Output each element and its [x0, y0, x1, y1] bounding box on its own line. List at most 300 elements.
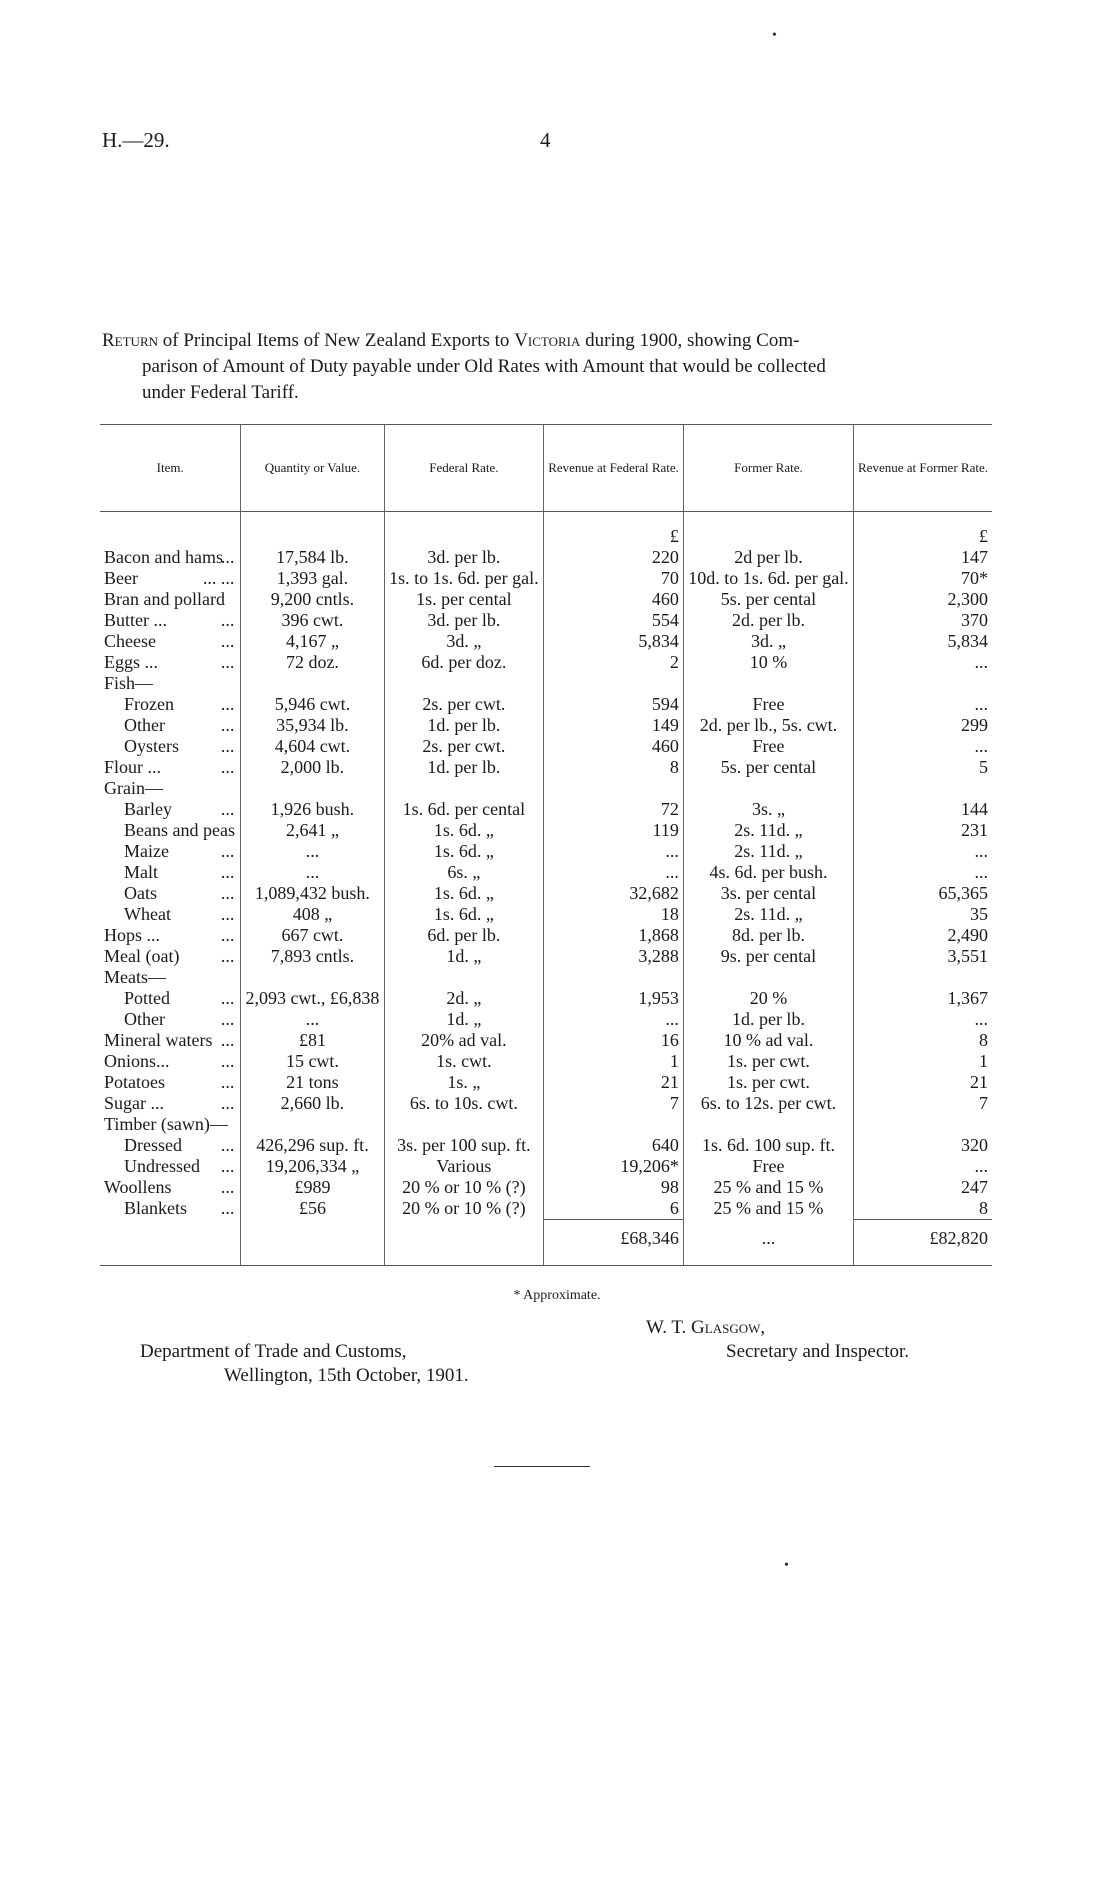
cell-item [100, 568, 241, 589]
cell-former-rate: 1s. per cwt. [683, 1072, 853, 1093]
cell-revenue-former: 5 [854, 757, 992, 778]
cell-item [100, 799, 241, 820]
cell-revenue-federal: 72 [544, 799, 684, 820]
leader-dots: ... [220, 1009, 235, 1029]
leader-dots: ... [220, 1156, 235, 1176]
cell-quantity [241, 673, 384, 694]
table-row [100, 1093, 992, 1114]
cell-revenue-former: 2,490 [854, 925, 992, 946]
table-title [102, 328, 992, 406]
item-name: Sugar ... [104, 1093, 164, 1113]
leader-dots: ... [220, 631, 235, 651]
cell-federal-rate: 1s. 6d. „ [384, 904, 544, 925]
cell-revenue-federal: 7 [544, 1093, 684, 1114]
cell-revenue-former: ... [854, 1156, 992, 1177]
cell-federal-rate: 1s. cwt. [384, 1051, 544, 1072]
cell-former-rate: 3s. „ [683, 799, 853, 820]
leader-dots: ... [220, 883, 235, 903]
cell-quantity [241, 1114, 384, 1135]
cell-quantity: 7,893 cntls. [241, 946, 384, 967]
table-row [100, 883, 992, 904]
leader-dots: ... [220, 652, 235, 672]
table-row [100, 589, 992, 610]
table-row [100, 547, 992, 568]
table-row [100, 1072, 992, 1093]
col-former-rate-header: Former Rate. [683, 425, 853, 512]
item-name: Bran and pollard [104, 589, 225, 609]
cell-federal-rate: 20 % or 10 % (?) [384, 1177, 544, 1198]
cell-former-rate [683, 778, 853, 799]
cell-item [100, 1093, 241, 1114]
leader-dots: ... [220, 757, 235, 777]
item-name: Bacon and hams [104, 547, 223, 567]
table-row [100, 694, 992, 715]
cell-former-rate: 1d. per lb. [683, 1009, 853, 1030]
cell-revenue-former: 1,367 [854, 988, 992, 1009]
table-bottom-row [100, 1255, 992, 1266]
leader-dots: ... [220, 1030, 235, 1050]
cell-quantity: 9,200 cntls. [241, 589, 384, 610]
cell-federal-rate: 20% ad val. [384, 1030, 544, 1051]
cell-quantity: 396 cwt. [241, 610, 384, 631]
cell-federal-rate: 2s. per cwt. [384, 736, 544, 757]
cell-former-rate [683, 967, 853, 988]
cell-item [100, 778, 241, 799]
cell-former-rate: 6s. to 12s. per cwt. [683, 1093, 853, 1114]
cell-item [100, 862, 241, 883]
signature-block [646, 1316, 909, 1364]
cell-quantity: 2,000 lb. [241, 757, 384, 778]
cell-revenue-former: 147 [854, 547, 992, 568]
cell-former-rate [683, 1114, 853, 1135]
cell-item [100, 757, 241, 778]
cell-revenue-federal: 594 [544, 694, 684, 715]
cell-quantity: 17,584 lb. [241, 547, 384, 568]
currency-symbol-federal: £ [544, 526, 684, 547]
cell-quantity: 35,934 lb. [241, 715, 384, 736]
table-row [100, 841, 992, 862]
total-revenue-federal: £68,346 [544, 1220, 684, 1256]
item-name: Cheese [104, 631, 156, 651]
footnote: * Approximate. [513, 1288, 601, 1303]
item-name: Other [124, 1009, 165, 1029]
cell-item [100, 673, 241, 694]
cell-federal-rate: 2d. „ [384, 988, 544, 1009]
table-row [100, 820, 992, 841]
cell-quantity: £989 [241, 1177, 384, 1198]
cell-revenue-federal: 32,682 [544, 883, 684, 904]
cell-item [100, 1198, 241, 1220]
leader-dots: ... [220, 925, 235, 945]
cell-quantity: 19,206,334 „ [241, 1156, 384, 1177]
cell-quantity: £81 [241, 1030, 384, 1051]
cell-federal-rate: 3d. per lb. [384, 610, 544, 631]
item-name: Woollens [104, 1177, 172, 1197]
cell-federal-rate [384, 778, 544, 799]
table-row [100, 736, 992, 757]
cell-revenue-former: 1 [854, 1051, 992, 1072]
table-header-row [100, 425, 992, 512]
table-row [100, 1135, 992, 1156]
cell-former-rate: 2d. per lb., 5s. cwt. [683, 715, 853, 736]
item-name: Beer [104, 568, 138, 588]
leader-dots: ... ... [202, 568, 235, 588]
leader-dots: ... [220, 946, 235, 966]
col-item-header: Item. [100, 425, 241, 512]
cell-federal-rate: 3d. per lb. [384, 547, 544, 568]
cell-item [100, 820, 241, 841]
item-name: Oats [124, 883, 157, 903]
cell-item [100, 652, 241, 673]
cell-revenue-former [854, 967, 992, 988]
cell-former-rate: 25 % and 15 % [683, 1198, 853, 1220]
cell-former-rate: 8d. per lb. [683, 925, 853, 946]
cell-revenue-federal: ... [544, 841, 684, 862]
leader-dots: ... [220, 736, 235, 756]
cell-revenue-former: ... [854, 1009, 992, 1030]
cell-revenue-former: 3,551 [854, 946, 992, 967]
item-name: Malt [124, 862, 158, 882]
cell-former-rate: 2s. 11d. „ [683, 841, 853, 862]
cell-revenue-former: ... [854, 862, 992, 883]
cell-quantity [241, 778, 384, 799]
cell-revenue-federal: 1 [544, 1051, 684, 1072]
table-row [100, 1009, 992, 1030]
title-country: Victoria [514, 330, 581, 351]
cell-revenue-federal: 554 [544, 610, 684, 631]
cell-quantity: 4,167 „ [241, 631, 384, 652]
table-row [100, 610, 992, 631]
title-prefix: Return [102, 330, 159, 351]
leader-dots: ... [220, 904, 235, 924]
cell-former-rate: 25 % and 15 % [683, 1177, 853, 1198]
item-name: Meal (oat) [104, 946, 180, 966]
cell-item [100, 1156, 241, 1177]
exports-table [100, 424, 992, 1266]
cell-quantity: 4,604 cwt. [241, 736, 384, 757]
cell-revenue-federal: 149 [544, 715, 684, 736]
total-former-rate: ... [683, 1220, 853, 1256]
currency-row [100, 526, 992, 547]
closing-rule [494, 1466, 590, 1467]
cell-quantity: 72 doz. [241, 652, 384, 673]
cell-revenue-former: 7 [854, 1093, 992, 1114]
leader-dots: ... [220, 1135, 235, 1155]
cell-revenue-federal: 98 [544, 1177, 684, 1198]
department-line2: Wellington, 15th October, 1901. [224, 1365, 469, 1386]
cell-former-rate: 20 % [683, 988, 853, 1009]
title-line1-end: during 1900, showing Com- [580, 330, 800, 351]
cell-federal-rate: Various [384, 1156, 544, 1177]
item-name: Meats— [104, 967, 166, 987]
item-name: Grain— [104, 778, 163, 798]
cell-former-rate: 2d per lb. [683, 547, 853, 568]
table-row [100, 1030, 992, 1051]
leader-dots: ... [220, 988, 235, 1008]
cell-quantity: £56 [241, 1198, 384, 1220]
cell-federal-rate: 6s. „ [384, 862, 544, 883]
cell-revenue-former: ... [854, 841, 992, 862]
cell-former-rate: Free [683, 694, 853, 715]
cell-quantity: ... [241, 862, 384, 883]
table-row [100, 673, 992, 694]
cell-federal-rate: 1d. per lb. [384, 757, 544, 778]
cell-quantity: ... [241, 841, 384, 862]
cell-revenue-federal: ... [544, 1009, 684, 1030]
cell-former-rate [683, 673, 853, 694]
cell-quantity: 1,089,432 bush. [241, 883, 384, 904]
table-row [100, 988, 992, 1009]
item-name: Hops ... [104, 925, 161, 945]
table-row [100, 778, 992, 799]
item-name: Maize [124, 841, 169, 861]
cell-revenue-federal: 16 [544, 1030, 684, 1051]
page-number: 4 [540, 128, 551, 152]
leader-dots: ... [220, 1051, 235, 1071]
col-quantity-header: Quantity or Value. [241, 425, 384, 512]
cell-federal-rate: 20 % or 10 % (?) [384, 1198, 544, 1220]
leader-dots: ... [220, 862, 235, 882]
cell-revenue-federal: 18 [544, 904, 684, 925]
leader-dots: ... [220, 715, 235, 735]
cell-item [100, 1135, 241, 1156]
item-name: Oysters [124, 736, 179, 756]
cell-revenue-former [854, 778, 992, 799]
col-revenue-federal-header: Revenue at Federal Rate. [544, 425, 684, 512]
cell-former-rate: Free [683, 736, 853, 757]
item-name: Mineral waters [104, 1030, 213, 1050]
item-name: Beans and peas [124, 820, 235, 840]
cell-revenue-former: 5,834 [854, 631, 992, 652]
item-name: Barley [124, 799, 172, 819]
cell-former-rate: Free [683, 1156, 853, 1177]
item-name: Undressed [124, 1156, 200, 1176]
cell-revenue-federal [544, 778, 684, 799]
cell-quantity: 1,926 bush. [241, 799, 384, 820]
cell-federal-rate: 1s. 6d. per cental [384, 799, 544, 820]
cell-revenue-federal: ... [544, 862, 684, 883]
cell-revenue-former: 8 [854, 1030, 992, 1051]
cell-former-rate: 2d. per lb. [683, 610, 853, 631]
cell-quantity: 5,946 cwt. [241, 694, 384, 715]
cell-revenue-former: 35 [854, 904, 992, 925]
cell-revenue-federal: 19,206* [544, 1156, 684, 1177]
cell-item [100, 988, 241, 1009]
cell-federal-rate [384, 1114, 544, 1135]
cell-revenue-federal: 640 [544, 1135, 684, 1156]
cell-federal-rate: 3s. per 100 sup. ft. [384, 1135, 544, 1156]
cell-revenue-former: 8 [854, 1198, 992, 1220]
col-federal-rate-header: Federal Rate. [384, 425, 544, 512]
cell-revenue-federal [544, 1114, 684, 1135]
item-name: Other [124, 715, 165, 735]
cell-revenue-federal: 70 [544, 568, 684, 589]
cell-federal-rate: 1s. „ [384, 1072, 544, 1093]
table-row [100, 1156, 992, 1177]
cell-revenue-federal: 119 [544, 820, 684, 841]
cell-former-rate: 10 % [683, 652, 853, 673]
scan-speck: • [772, 28, 777, 43]
cell-item [100, 1114, 241, 1135]
item-name: Timber (sawn)— [104, 1114, 228, 1134]
cell-former-rate: 3s. per cental [683, 883, 853, 904]
item-name: Dressed [124, 1135, 182, 1155]
cell-item [100, 547, 241, 568]
cell-item [100, 925, 241, 946]
cell-revenue-federal: 220 [544, 547, 684, 568]
cell-item [100, 715, 241, 736]
cell-quantity [241, 967, 384, 988]
cell-former-rate: 4s. 6d. per bush. [683, 862, 853, 883]
leader-dots: ... [220, 841, 235, 861]
cell-federal-rate: 1d. per lb. [384, 715, 544, 736]
scan-speck: • [784, 1558, 789, 1573]
table-row [100, 925, 992, 946]
cell-revenue-former [854, 1114, 992, 1135]
title-line2: parison of Amount of Duty payable under Old Rates with Amount that would be collected [142, 356, 826, 377]
cell-revenue-federal: 2 [544, 652, 684, 673]
cell-item [100, 1072, 241, 1093]
cell-federal-rate: 1d. „ [384, 946, 544, 967]
cell-federal-rate: 6d. per lb. [384, 925, 544, 946]
cell-item [100, 1177, 241, 1198]
item-name: Potatoes [104, 1072, 165, 1092]
cell-federal-rate: 1s. 6d. „ [384, 820, 544, 841]
cell-revenue-former: 65,365 [854, 883, 992, 904]
cell-item [100, 967, 241, 988]
cell-item [100, 736, 241, 757]
cell-federal-rate: 2s. per cwt. [384, 694, 544, 715]
cell-revenue-former: ... [854, 736, 992, 757]
cell-quantity: ... [241, 1009, 384, 1030]
cell-item [100, 1051, 241, 1072]
cell-former-rate: 5s. per cental [683, 589, 853, 610]
cell-quantity: 667 cwt. [241, 925, 384, 946]
item-name: Frozen [124, 694, 174, 714]
leader-dots: ... [220, 799, 235, 819]
document-reference: H.—29. [102, 128, 170, 152]
department-line1: Department of Trade and Customs, [140, 1341, 407, 1362]
spacer-row [100, 512, 992, 527]
table-row [100, 631, 992, 652]
cell-item [100, 631, 241, 652]
leader-dots: ... [220, 547, 235, 567]
cell-quantity: 2,093 cwt., £6,838 [241, 988, 384, 1009]
item-name: Onions... [104, 1051, 170, 1071]
table-row [100, 1177, 992, 1198]
signature-name: W. T. Glasgow, [646, 1317, 766, 1338]
cell-item [100, 946, 241, 967]
col-revenue-former-header: Revenue at Former Rate. [854, 425, 992, 512]
cell-revenue-former: 2,300 [854, 589, 992, 610]
table-row [100, 1198, 992, 1220]
department-block [140, 1340, 469, 1388]
cell-former-rate: 3d. „ [683, 631, 853, 652]
table-row [100, 1051, 992, 1072]
cell-quantity: 408 „ [241, 904, 384, 925]
leader-dots: ... [220, 1072, 235, 1092]
cell-federal-rate: 6d. per doz. [384, 652, 544, 673]
cell-revenue-federal: 21 [544, 1072, 684, 1093]
cell-revenue-federal: 8 [544, 757, 684, 778]
cell-former-rate: 2s. 11d. „ [683, 904, 853, 925]
currency-symbol-former: £ [854, 526, 992, 547]
cell-federal-rate: 1d. „ [384, 1009, 544, 1030]
cell-revenue-former: 299 [854, 715, 992, 736]
cell-quantity: 426,296 sup. ft. [241, 1135, 384, 1156]
cell-revenue-former [854, 673, 992, 694]
item-name: Eggs ... [104, 652, 158, 672]
cell-federal-rate: 1s. per cental [384, 589, 544, 610]
item-name: Butter ... [104, 610, 167, 630]
table-row [100, 1114, 992, 1135]
cell-revenue-former: ... [854, 652, 992, 673]
total-revenue-former: £82,820 [854, 1220, 992, 1256]
cell-former-rate: 5s. per cental [683, 757, 853, 778]
cell-item [100, 1009, 241, 1030]
item-name: Fish— [104, 673, 154, 693]
cell-item [100, 904, 241, 925]
item-name: Blankets [124, 1198, 187, 1218]
item-name: Wheat [124, 904, 171, 924]
cell-revenue-former: 370 [854, 610, 992, 631]
cell-former-rate: 10 % ad val. [683, 1030, 853, 1051]
cell-federal-rate: 3d. „ [384, 631, 544, 652]
cell-revenue-federal: 1,953 [544, 988, 684, 1009]
cell-revenue-federal [544, 673, 684, 694]
cell-revenue-federal: 1,868 [544, 925, 684, 946]
cell-revenue-federal: 5,834 [544, 631, 684, 652]
cell-federal-rate: 1s. 6d. „ [384, 841, 544, 862]
table-row [100, 946, 992, 967]
cell-former-rate: 10d. to 1s. 6d. per gal. [683, 568, 853, 589]
cell-federal-rate: 1s. 6d. „ [384, 883, 544, 904]
cell-item [100, 1030, 241, 1051]
cell-former-rate: 1s. per cwt. [683, 1051, 853, 1072]
cell-revenue-federal: 460 [544, 736, 684, 757]
totals-row [100, 1220, 992, 1256]
cell-revenue-federal: 3,288 [544, 946, 684, 967]
cell-item [100, 694, 241, 715]
cell-revenue-former: ... [854, 694, 992, 715]
cell-quantity: 15 cwt. [241, 1051, 384, 1072]
leader-dots: ... [220, 610, 235, 630]
cell-federal-rate: 1s. to 1s. 6d. per gal. [384, 568, 544, 589]
title-line1: of Principal Items of New Zealand Exports to [158, 330, 515, 351]
table-row [100, 799, 992, 820]
table-row [100, 652, 992, 673]
table-row [100, 568, 992, 589]
cell-revenue-former: 247 [854, 1177, 992, 1198]
cell-revenue-former: 21 [854, 1072, 992, 1093]
cell-revenue-former: 320 [854, 1135, 992, 1156]
item-name: Flour ... [104, 757, 162, 777]
cell-quantity: 2,660 lb. [241, 1093, 384, 1114]
title-line3: under Federal Tariff. [142, 382, 299, 403]
cell-revenue-federal: 6 [544, 1198, 684, 1220]
cell-quantity: 21 tons [241, 1072, 384, 1093]
cell-quantity: 1,393 gal. [241, 568, 384, 589]
cell-revenue-former: 231 [854, 820, 992, 841]
cell-federal-rate [384, 967, 544, 988]
signature-title: Secretary and Inspector. [726, 1341, 910, 1362]
leader-dots: ... [220, 1177, 235, 1197]
table-row [100, 862, 992, 883]
cell-item [100, 841, 241, 862]
item-name: Potted [124, 988, 171, 1008]
leader-dots: ... [220, 1093, 235, 1113]
table-row [100, 904, 992, 925]
